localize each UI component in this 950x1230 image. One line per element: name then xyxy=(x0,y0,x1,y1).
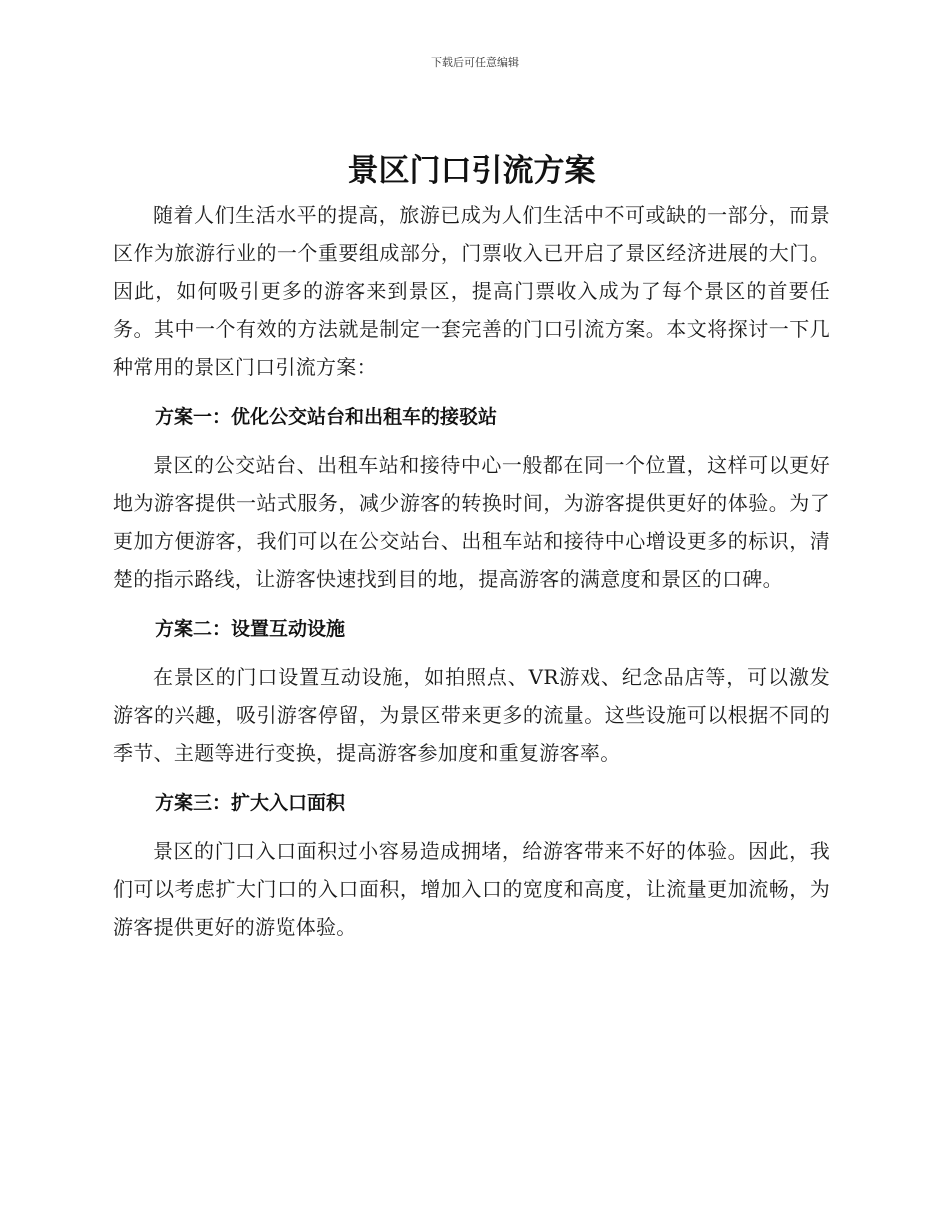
document-body xyxy=(113,146,830,946)
section-paragraph: 在景区的门口设置互动设施，如拍照点、VR游戏、纪念品店等，可以激发游客的兴趣，吸引游客停留，为景区带来更多的流量。这些设施可以根据不同的季节、主题等进行变换，提高游客参加度和重复游客率。 xyxy=(113,665,830,765)
section-3 xyxy=(113,784,830,946)
section-paragraph: 景区的门口入口面积过小容易造成拥堵，给游客带来不好的体验。因此，我们可以考虑扩大门口的入口面积，增加入口的宽度和高度，让流量更加流畅，为游客提供更好的游览体验。 xyxy=(113,839,830,939)
section-1 xyxy=(113,398,830,598)
section-heading: 方案二：设置互动设施 xyxy=(155,618,346,640)
section-paragraph: 景区的公交站台、出租车站和接待中心一般都在同一个位置，这样可以更好地为游客提供一站式服务，减少游客的转换时间，为游客提供更好的体验。为了更加方便游客，我们可以在公交站台、出租车站和接待中心增设更多的标识，清楚的指示路线，让游客快速找到目的地，提高游客的满意度和景区的口碑。 xyxy=(113,453,830,591)
section-heading: 方案一：优化公交站台和出租车的接驳站 xyxy=(155,406,498,428)
section-heading: 方案三：扩大入口面积 xyxy=(155,792,346,814)
intro-paragraph: 随着人们生活水平的提高，旅游已成为人们生活中不可或缺的一部分，而景区作为旅游行业的一个重要组成部分，门票收入已开启了景区经济进展的大门。因此，如何吸引更多的游客来到景区，提高门票收入成为了每个景区的首要任务。其中一个有效的方法就是制定一套完善的门口引流方案。本文将探讨一下几种常用的景区门口引流方案： xyxy=(113,203,830,379)
section-2 xyxy=(113,610,830,772)
document-title: 景区门口引流方案 xyxy=(347,153,596,189)
header-note: 下载后可任意编辑 xyxy=(431,56,519,69)
